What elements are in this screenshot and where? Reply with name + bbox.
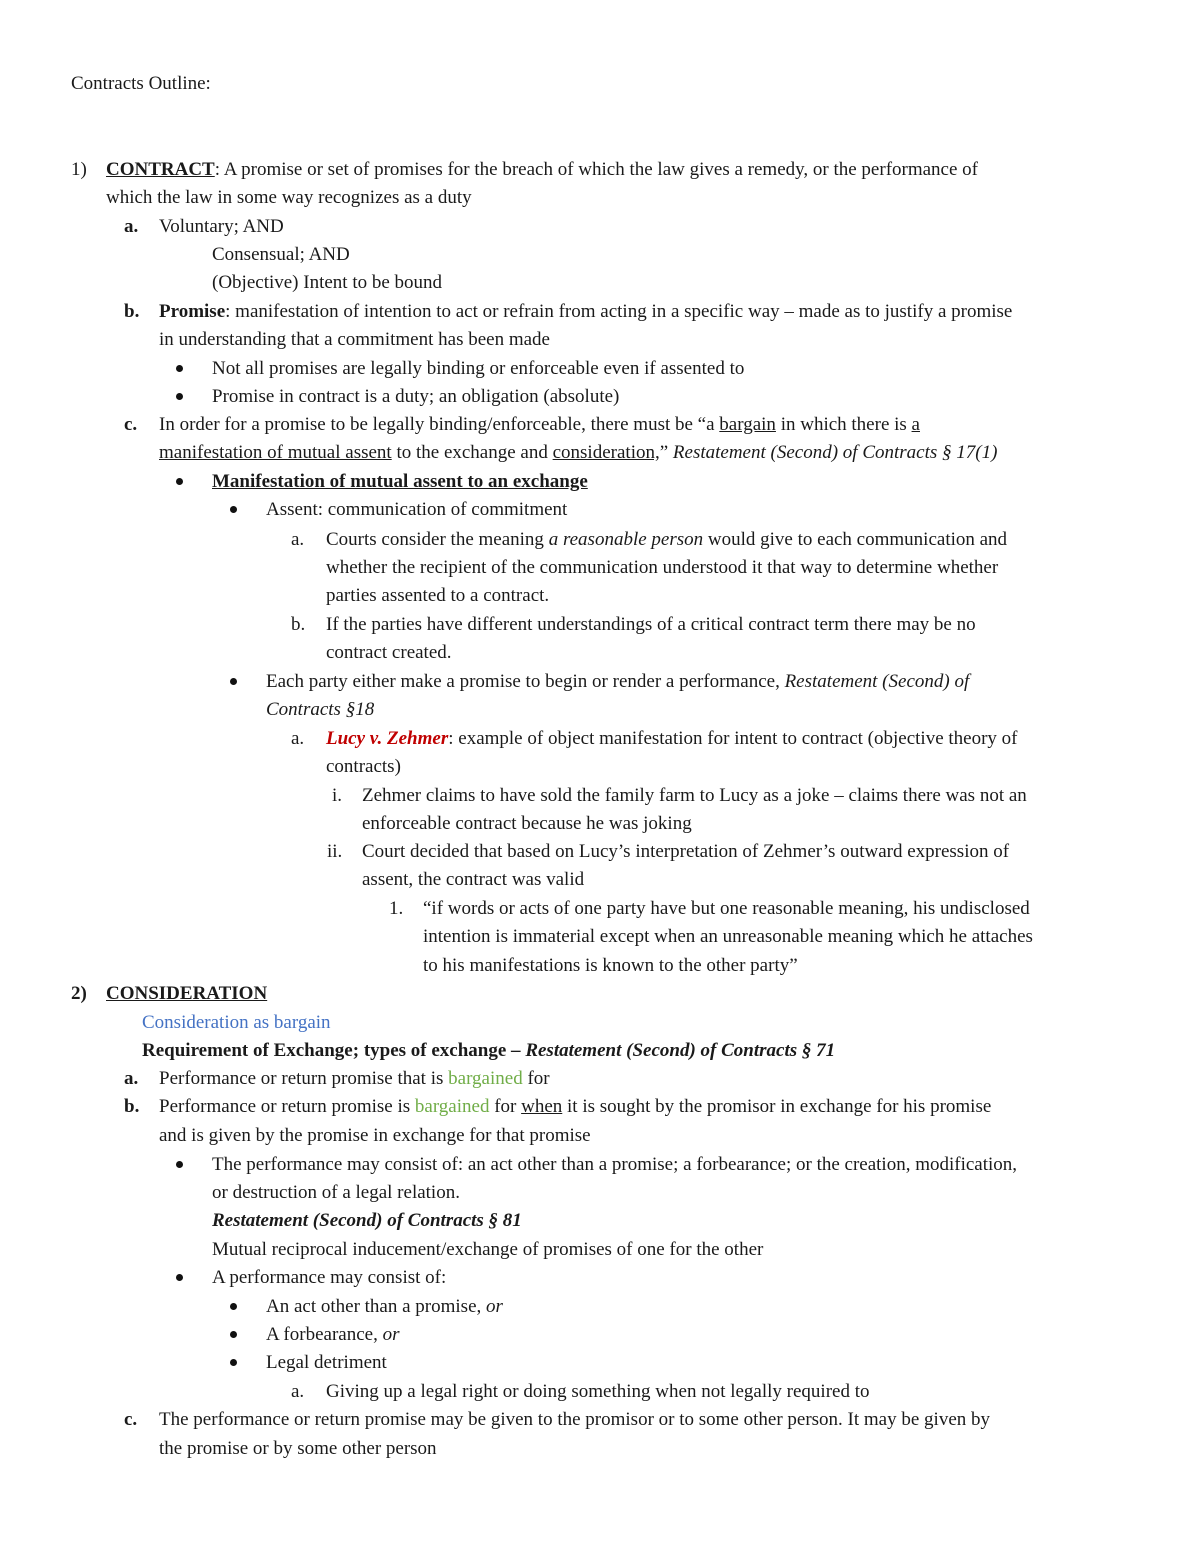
act-other-line — [266, 1295, 503, 1319]
requirement-of-exchange-heading — [142, 1039, 835, 1063]
reasonable-person-term: a reasonable person — [548, 529, 704, 550]
item-2c-line-1: The performance or return promise may be given to the promisor or to some other person. It may be given by — [159, 1409, 991, 1430]
performance-consist-line: A performance may consist of: — [212, 1267, 447, 1288]
document-title: Contracts Outline: — [71, 73, 211, 94]
item-1c-text: ” — [659, 442, 673, 463]
performance-line-4: Mutual reciprocal inducement/exchange of promises of one for the other — [212, 1239, 764, 1260]
section-1-definition-text: : A promise or set of promises for the breach of which the law gives a remedy, or the performance of — [214, 159, 978, 180]
lucy-i-line-1: Zehmer claims to have sold the family farm to Lucy as a joke – claims there was not an — [362, 785, 1027, 806]
item-2b-line-1 — [159, 1095, 991, 1119]
performance-line-1: The performance may consist of: an act other than a promise; a forbearance; or the creation, modification, — [212, 1154, 1018, 1175]
item-1c-line-2 — [159, 441, 997, 465]
each-party-text: Each party either make a promise to begin or render a performance, — [266, 671, 785, 692]
item-1b-bullet-2: Promise in contract is a duty; an obligation (absolute) — [212, 386, 620, 407]
bullet-icon — [176, 393, 183, 400]
assent-b-line-1: If the parties have different understandings of a critical contract term there may be no — [326, 614, 976, 635]
restatement-citation: Restatement (Second) of Contracts § 17(1) — [672, 442, 998, 463]
restatement-citation: Restatement (Second) of Contracts § 71 — [525, 1040, 836, 1061]
bullet-icon — [176, 478, 183, 485]
assent-a-marker: a. — [291, 529, 305, 550]
item-1b-marker: b. — [124, 301, 140, 322]
bullet-icon — [176, 1274, 183, 1281]
assent-definition: Assent: communication of commitment — [266, 499, 568, 520]
item-1c-text: In order for a promise to be legally binding/enforceable, there must be “a — [159, 414, 720, 435]
section-1-definition-line-2: which the law in some way recognizes as a duty — [106, 187, 472, 208]
item-1b-line-2: in understanding that a commitment has been made — [159, 329, 550, 350]
lucy-ii-marker: ii. — [327, 841, 343, 862]
assent-a-text: Courts consider the meaning — [326, 529, 549, 550]
lucy-line-1 — [326, 727, 1018, 751]
act-text: An act other than a promise, — [266, 1296, 487, 1317]
item-2b-text: for — [489, 1096, 522, 1117]
bargain-term: bargain — [719, 414, 776, 435]
lucy-i-line-2: enforceable contract because he was joking — [362, 813, 692, 834]
mutual-assent-term: manifestation of mutual assent — [159, 442, 392, 463]
each-party-line-2: Contracts §18 — [266, 699, 375, 720]
item-2a-text: Performance or return promise that is — [159, 1068, 449, 1089]
item-1c-text: to the exchange and — [391, 442, 553, 463]
assent-a-line-3: parties assented to a contract. — [326, 585, 550, 606]
item-2a-line — [159, 1067, 550, 1091]
assent-a-text: would give to each communication and — [703, 529, 1008, 550]
consideration-subheading: Consideration as bargain — [142, 1012, 331, 1033]
or-text: or — [382, 1324, 400, 1345]
item-2b-text: Performance or return promise is — [159, 1096, 415, 1117]
bullet-icon — [176, 1161, 183, 1168]
item-2c-line-2: the promise or by some other person — [159, 1438, 437, 1459]
section-1-heading: CONTRACT — [106, 159, 215, 180]
lucy-text: : example of object manifestation for intent to contract (objective theory of — [448, 728, 1018, 749]
item-1a-marker: a. — [124, 216, 139, 237]
or-text: or — [486, 1296, 503, 1317]
item-1a-line-2: Consensual; AND — [212, 244, 350, 265]
quote-line-2: intention is immaterial except when an unreasonable meaning which he attaches — [423, 926, 1033, 947]
section-1-definition-line-1 — [106, 158, 978, 182]
item-2b-text: it is sought by the promisor in exchange for his promise — [562, 1096, 992, 1117]
lucy-ii-line-1: Court decided that based on Lucy’s interpretation of Zehmer’s outward expression of — [362, 841, 1010, 862]
item-1a-line-1: Voluntary; AND — [159, 216, 284, 237]
restatement-citation: Restatement (Second) of — [784, 671, 970, 692]
quote-marker: 1. — [389, 898, 404, 919]
bargained-term: bargained — [414, 1096, 490, 1117]
assent-b-marker: b. — [291, 614, 306, 635]
bullet-icon — [230, 1303, 237, 1310]
item-1a-line-3: (Objective) Intent to be bound — [212, 272, 443, 293]
bullet-icon — [230, 1331, 237, 1338]
bullet-icon — [230, 678, 237, 685]
section-2-number: 2) — [71, 983, 87, 1004]
legal-detriment-line: Legal detriment — [266, 1352, 387, 1373]
bullet-icon — [230, 506, 237, 513]
lucy-v-zehmer-case: Lucy v. Zehmer — [326, 728, 449, 749]
assent-b-line-2: contract created. — [326, 642, 452, 663]
item-1b-line-1 — [159, 300, 1012, 324]
lucy-line-2: contracts) — [326, 756, 401, 777]
forbearance-line — [266, 1323, 399, 1347]
lucy-i-marker: i. — [332, 785, 343, 806]
item-1c-text: a — [911, 414, 920, 435]
section-2-heading: CONSIDERATION — [106, 983, 268, 1004]
legal-a-line: Giving up a legal right or doing something when not legally required to — [326, 1381, 870, 1402]
item-1c-line-1 — [159, 413, 920, 437]
lucy-ii-line-2: assent, the contract was valid — [362, 869, 585, 890]
mutual-assent-heading: Manifestation of mutual assent to an exchange — [212, 471, 588, 492]
item-2c-marker: c. — [124, 1409, 138, 1430]
promise-definition: : manifestation of intention to act or refrain from acting in a specific way – made as to justify a promise — [225, 301, 1013, 322]
bullet-icon — [230, 1359, 237, 1366]
when-term: when — [521, 1096, 563, 1117]
item-1c-marker: c. — [124, 414, 138, 435]
consideration-term: consideration, — [552, 442, 660, 463]
performance-line-2: or destruction of a legal relation. — [212, 1182, 460, 1203]
item-1c-text: in which there is — [775, 414, 912, 435]
requirement-text: Requirement of Exchange; types of exchange – — [142, 1040, 526, 1061]
item-2a-marker: a. — [124, 1068, 139, 1089]
forbearance-text: A forbearance, — [266, 1324, 383, 1345]
item-2b-line-2: and is given by the promise in exchange for that promise — [159, 1125, 591, 1146]
restatement-81-citation: Restatement (Second) of Contracts § 81 — [212, 1210, 522, 1231]
item-2b-marker: b. — [124, 1096, 140, 1117]
lucy-marker: a. — [291, 728, 305, 749]
item-1b-bullet-1: Not all promises are legally binding or enforceable even if assented to — [212, 358, 745, 379]
item-2a-text: for — [522, 1068, 550, 1089]
each-party-line-1 — [266, 670, 969, 694]
section-1-number: 1) — [71, 159, 87, 180]
quote-line-1: “if words or acts of one party have but one reasonable meaning, his undisclosed — [423, 898, 1030, 919]
legal-a-marker: a. — [291, 1381, 305, 1402]
bargained-term: bargained — [448, 1068, 523, 1089]
bullet-icon — [176, 365, 183, 372]
assent-a-line-2: whether the recipient of the communication understood it that way to determine whether — [326, 557, 999, 578]
assent-a-line-1 — [326, 528, 1007, 552]
promise-term: Promise — [159, 301, 226, 322]
quote-line-3: to his manifestations is known to the other party” — [423, 955, 798, 976]
